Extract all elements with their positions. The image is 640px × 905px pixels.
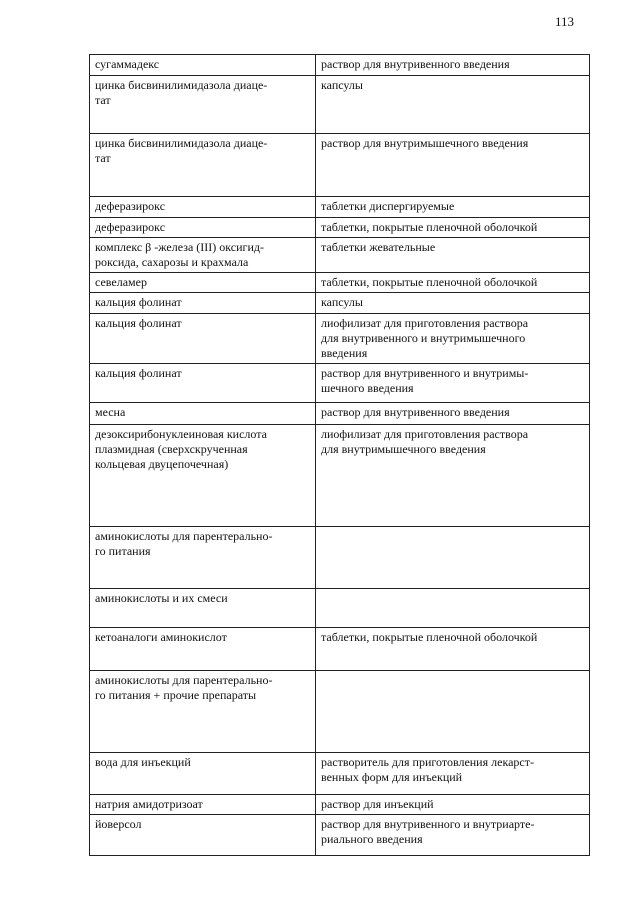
drug-name-cell: аминокислоты и их смеси bbox=[90, 589, 316, 628]
dosage-form-cell: растворитель для приготовления лекарст- венных форм для инъекций bbox=[316, 753, 590, 795]
table-row bbox=[90, 795, 590, 815]
table-row bbox=[90, 134, 590, 197]
table-row bbox=[90, 671, 590, 753]
dosage-form-cell: капсулы bbox=[316, 293, 590, 314]
dosage-form-cell: раствор для внутривенного введения bbox=[316, 55, 590, 76]
dosage-form-cell: раствор для инъекций bbox=[316, 795, 590, 815]
drug-name-cell: йоверсол bbox=[90, 815, 316, 856]
drug-name-cell: деферазирокс bbox=[90, 197, 316, 218]
dosage-form-cell bbox=[316, 527, 590, 589]
table-row bbox=[90, 314, 590, 364]
table-row bbox=[90, 293, 590, 314]
table-row bbox=[90, 364, 590, 403]
drug-name-cell: кальция фолинат bbox=[90, 364, 316, 403]
table-row bbox=[90, 753, 590, 795]
dosage-form-cell: раствор для внутривенного и внутриарте- риального введения bbox=[316, 815, 590, 856]
table-row bbox=[90, 218, 590, 238]
table-row bbox=[90, 628, 590, 671]
drug-name-cell: деферазирокс bbox=[90, 218, 316, 238]
dosage-form-cell: таблетки жевательные bbox=[316, 238, 590, 273]
drug-table bbox=[89, 54, 590, 856]
table-row bbox=[90, 527, 590, 589]
dosage-form-cell bbox=[316, 671, 590, 753]
drug-name-cell: дезоксирибонуклеиновая кислота плазмидная (сверхскрученная кольцевая двуцепочечная) bbox=[90, 425, 316, 527]
dosage-form-cell: капсулы bbox=[316, 76, 590, 134]
drug-name-cell: кальция фолинат bbox=[90, 314, 316, 364]
drug-name-cell: аминокислоты для парентерально- го питания + прочие препараты bbox=[90, 671, 316, 753]
drug-name-cell: аминокислоты для парентерально- го питания bbox=[90, 527, 316, 589]
table-row bbox=[90, 76, 590, 134]
drug-name-cell: цинка бисвинилимидазола диаце- тат bbox=[90, 134, 316, 197]
table-row bbox=[90, 55, 590, 76]
dosage-form-cell bbox=[316, 589, 590, 628]
drug-name-cell: сугаммадекс bbox=[90, 55, 316, 76]
table-body bbox=[90, 55, 590, 856]
drug-name-cell: кальция фолинат bbox=[90, 293, 316, 314]
dosage-form-cell: лиофилизат для приготовления раствора для внутримышечного введения bbox=[316, 425, 590, 527]
page-number: 113 bbox=[555, 14, 575, 29]
table-row bbox=[90, 238, 590, 273]
drug-name-cell: севеламер bbox=[90, 273, 316, 293]
table-row bbox=[90, 197, 590, 218]
table-row bbox=[90, 425, 590, 527]
drug-name-cell: кетоаналоги аминокислот bbox=[90, 628, 316, 671]
dosage-form-cell: таблетки, покрытые пленочной оболочкой bbox=[316, 628, 590, 671]
drug-name-cell: месна bbox=[90, 403, 316, 425]
drug-name-cell: натрия амидотризоат bbox=[90, 795, 316, 815]
dosage-form-cell: раствор для внутривенного введения bbox=[316, 403, 590, 425]
dosage-form-cell: таблетки, покрытые пленочной оболочкой bbox=[316, 273, 590, 293]
table-row bbox=[90, 273, 590, 293]
table-row bbox=[90, 589, 590, 628]
dosage-form-cell: раствор для внутривенного и внутримы- шечного введения bbox=[316, 364, 590, 403]
drug-name-cell: цинка бисвинилимидазола диаце- тат bbox=[90, 76, 316, 134]
dosage-form-cell: лиофилизат для приготовления раствора для внутривенного и внутримышечного введения bbox=[316, 314, 590, 364]
dosage-form-cell: таблетки, покрытые пленочной оболочкой bbox=[316, 218, 590, 238]
drug-name-cell: комплекс β -железа (III) оксигид- роксида, сахарозы и крахмала bbox=[90, 238, 316, 273]
drug-name-cell: вода для инъекций bbox=[90, 753, 316, 795]
table-row bbox=[90, 403, 590, 425]
table-row bbox=[90, 815, 590, 856]
dosage-form-cell: раствор для внутримышечного введения bbox=[316, 134, 590, 197]
dosage-form-cell: таблетки диспергируемые bbox=[316, 197, 590, 218]
